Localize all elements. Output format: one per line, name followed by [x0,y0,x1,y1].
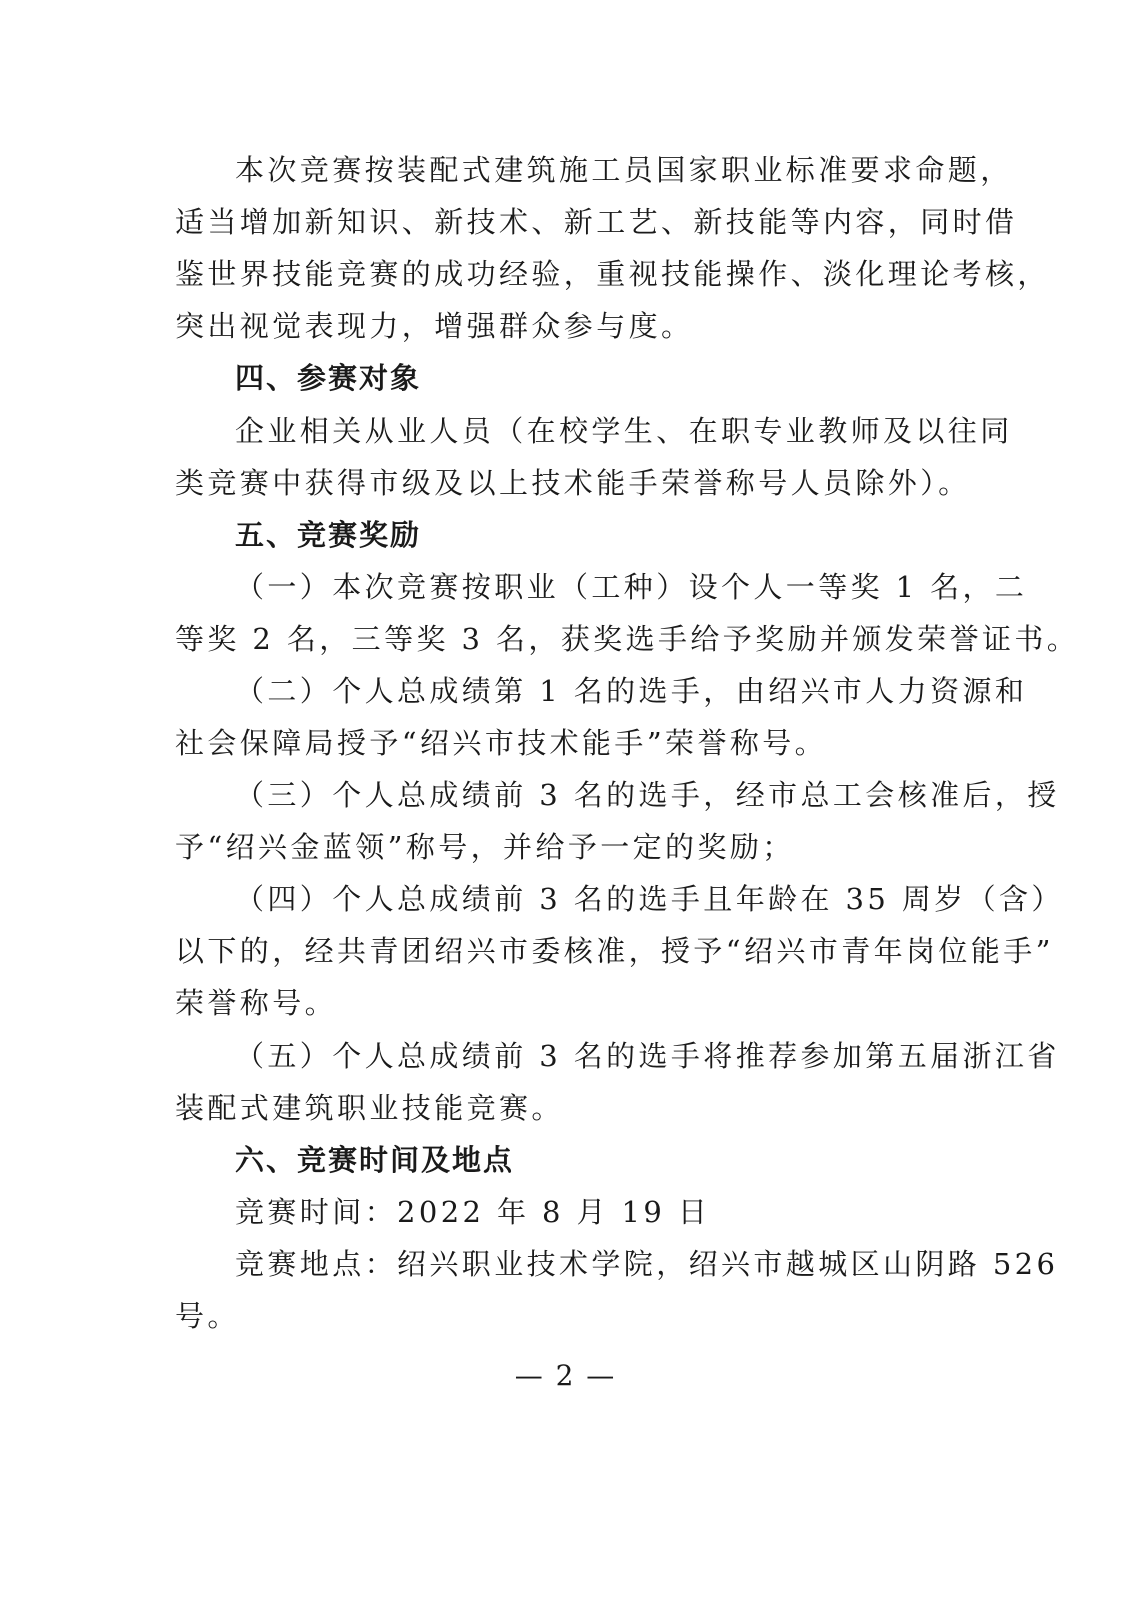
paragraph-line: （四）个人总成绩前 3 名的选手且年龄在 35 周岁（含） [235,882,1064,916]
paragraph-line: 号。 [175,1299,240,1333]
paragraph-line: 企业相关从业人员（在校学生、在职专业教师及以往同 [235,414,1013,448]
paragraph-line: 等奖 2 名，三等奖 3 名，获奖选手给予奖励并颁发荣誉证书。 [175,622,1080,656]
paragraph-line: 竞赛地点：绍兴职业技术学院，绍兴市越城区山阴路 526 [235,1247,1059,1281]
paragraph-line: 荣誉称号。 [175,986,338,1020]
section-heading: 五、竞赛奖励 [235,518,422,552]
paragraph-line: 竞赛时间：2022 年 8 月 19 日 [235,1195,711,1229]
paragraph-line: 鉴世界技能竞赛的成功经验，重视技能操作、淡化理论考核， [175,257,1050,291]
page-number: — 2 — [514,1359,617,1392]
paragraph-line: 适当增加新知识、新技术、新工艺、新技能等内容，同时借 [175,205,1018,239]
paragraph-line: 装配式建筑职业技能竞赛。 [175,1091,564,1125]
paragraph-line: （二）个人总成绩第 1 名的选手，由绍兴市人力资源和 [235,674,1028,708]
paragraph-line: 突出视觉表现力，增强群众参与度。 [175,309,694,343]
paragraph-line: （五）个人总成绩前 3 名的选手将推荐参加第五届浙江省 [235,1039,1060,1073]
paragraph-line: 以下的，经共青团绍兴市委核准，授予“绍兴市青年岗位能手” [175,934,1054,968]
section-heading: 四、参赛对象 [235,361,422,395]
paragraph-line: （三）个人总成绩前 3 名的选手，经市总工会核准后，授 [235,778,1060,812]
paragraph-line: 本次竞赛按装配式建筑施工员国家职业标准要求命题， [235,153,1013,187]
paragraph-line: （一）本次竞赛按职业（工种）设个人一等奖 1 名，二 [235,570,1028,604]
section-heading: 六、竞赛时间及地点 [235,1143,515,1177]
paragraph-line: 予“绍兴金蓝领”称号，并给予一定的奖励； [175,830,795,864]
paragraph-line: 类竞赛中获得市级及以上技术能手荣誉称号人员除外）。 [175,466,971,500]
paragraph-line: 社会保障局授予“绍兴市技术能手”荣誉称号。 [175,726,828,760]
